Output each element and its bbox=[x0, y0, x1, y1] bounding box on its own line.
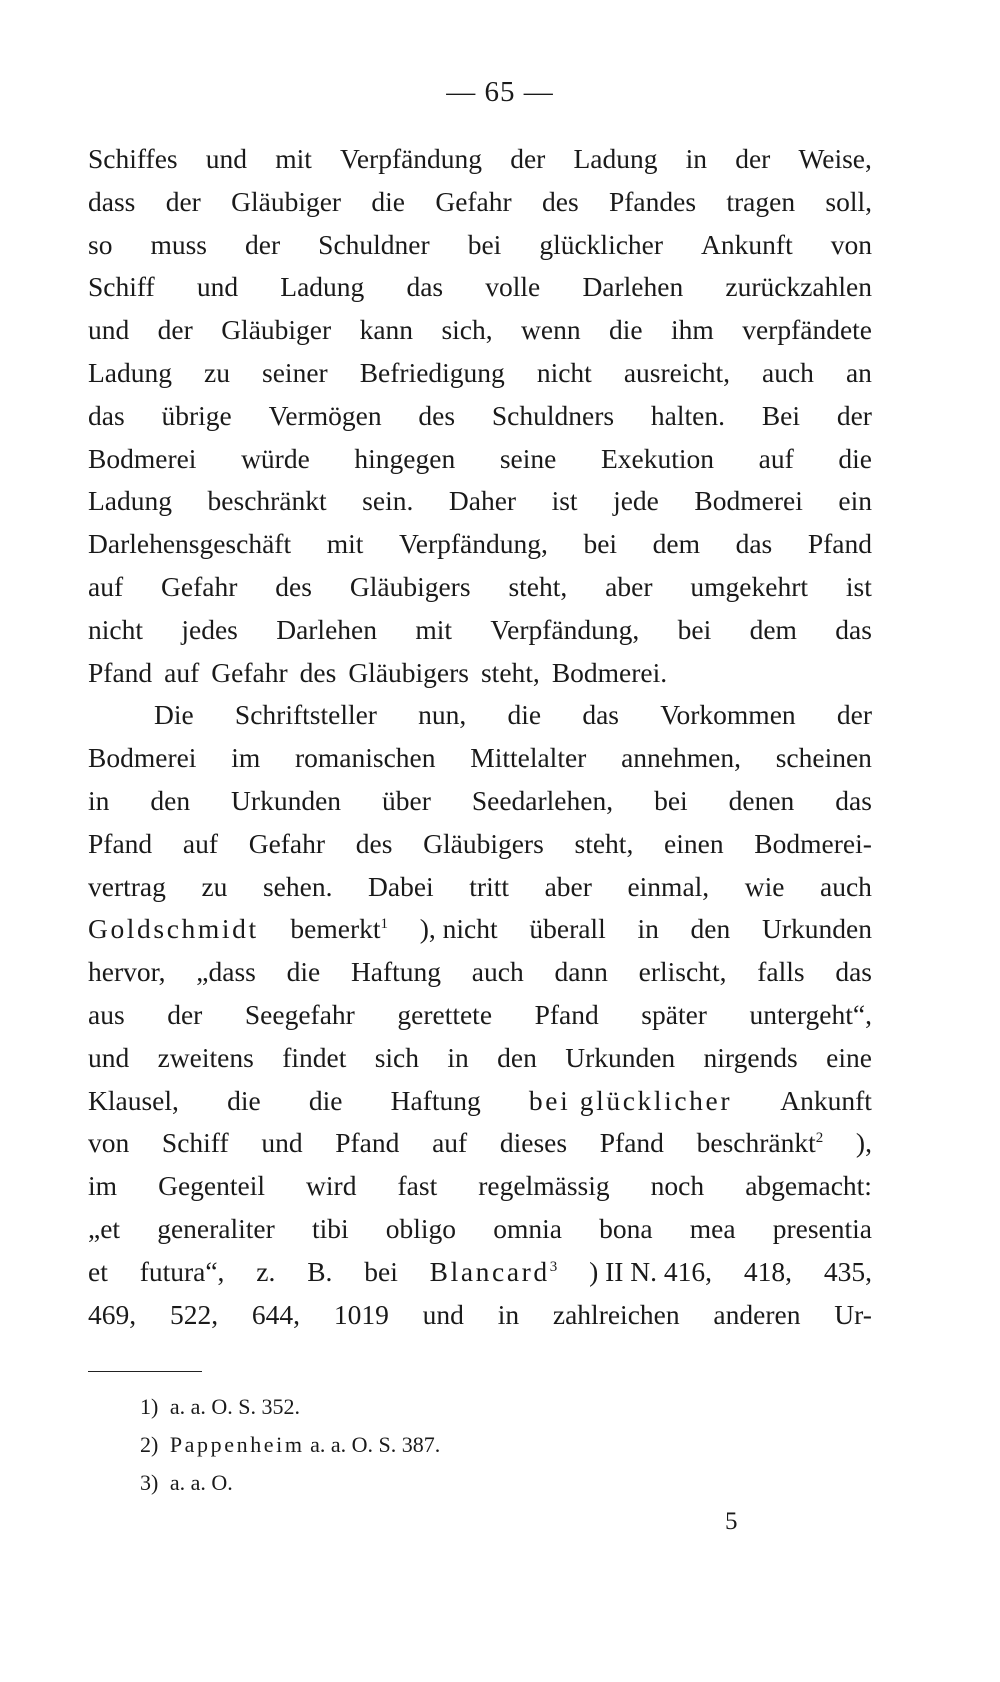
word: dass bbox=[88, 185, 136, 217]
word: ist bbox=[845, 570, 872, 602]
word: in bbox=[447, 1041, 469, 1073]
word: zu bbox=[201, 870, 228, 902]
word: und bbox=[205, 143, 248, 174]
word: volle bbox=[485, 271, 541, 303]
word: noch bbox=[650, 1170, 705, 1202]
text-line bbox=[88, 309, 872, 352]
word: et bbox=[88, 1255, 108, 1287]
word: Gefahr bbox=[161, 570, 238, 602]
word: der bbox=[735, 143, 771, 174]
word: wie bbox=[744, 870, 785, 902]
word: aber bbox=[544, 870, 592, 902]
word: eine bbox=[826, 1041, 872, 1073]
word: annehmen, bbox=[621, 742, 741, 774]
footnote-1 bbox=[140, 1388, 640, 1426]
word: Klausel, bbox=[88, 1084, 179, 1116]
text-line bbox=[88, 1165, 872, 1208]
word: halten. bbox=[650, 399, 725, 431]
word: romanischen bbox=[294, 742, 436, 774]
word: Schiff bbox=[88, 271, 155, 303]
word: übrige bbox=[161, 399, 232, 431]
word: „et bbox=[88, 1212, 121, 1244]
word: auf bbox=[164, 656, 200, 688]
word: 418, bbox=[743, 1255, 792, 1287]
word: anderen bbox=[713, 1298, 801, 1330]
word: Gläubiger bbox=[221, 314, 332, 346]
word: in bbox=[637, 913, 659, 945]
word: Die bbox=[154, 699, 194, 731]
word: Blancard bbox=[429, 1255, 550, 1287]
word: Gläubigers bbox=[349, 570, 471, 602]
word: zurückzahlen bbox=[725, 271, 872, 303]
word: Mittelalter bbox=[470, 742, 587, 774]
word: in bbox=[685, 143, 708, 174]
footnote-3 bbox=[140, 1464, 640, 1502]
word: seiner bbox=[262, 356, 328, 388]
word: 469, bbox=[88, 1298, 137, 1330]
text-line bbox=[88, 1122, 872, 1165]
word: Gläubigers bbox=[423, 827, 544, 859]
word: verpfändete bbox=[742, 314, 872, 346]
word: regelmässig bbox=[478, 1170, 610, 1202]
word: nicht bbox=[88, 613, 143, 645]
footnote-author: Pappenheim bbox=[169, 1432, 305, 1457]
word: auf bbox=[182, 827, 218, 859]
word: Darlehen bbox=[582, 271, 684, 303]
word: wird bbox=[306, 1170, 357, 1202]
word: obligo bbox=[385, 1212, 457, 1244]
word: untergeht“, bbox=[749, 998, 872, 1030]
footnote-text: a. a. O. S. 352. bbox=[169, 1394, 300, 1419]
word: aus bbox=[88, 998, 125, 1030]
word: dem bbox=[749, 613, 797, 645]
text-line bbox=[88, 1208, 872, 1251]
word: das bbox=[835, 784, 872, 816]
word: einen bbox=[664, 827, 724, 859]
word: einmal, bbox=[627, 870, 710, 902]
word: der bbox=[836, 399, 872, 431]
word: und bbox=[88, 1041, 130, 1073]
word: und bbox=[422, 1298, 464, 1330]
word: Dabei bbox=[368, 870, 434, 902]
footnote-marker[interactable]: 1 bbox=[380, 916, 389, 933]
signature-mark: 5 bbox=[725, 1508, 738, 1535]
word: 435, bbox=[823, 1255, 872, 1287]
word: Schiffes bbox=[88, 143, 178, 174]
word: und bbox=[88, 314, 130, 346]
word: Gefahr bbox=[211, 656, 288, 688]
word: sein. bbox=[362, 485, 414, 517]
word: ihm bbox=[671, 314, 714, 346]
word: im bbox=[231, 742, 261, 774]
word: Bodmerei. bbox=[551, 656, 668, 688]
word: an bbox=[845, 356, 872, 388]
word: des bbox=[541, 185, 579, 217]
footnote-number: 3) bbox=[140, 1470, 159, 1495]
word: den bbox=[150, 784, 191, 816]
word: zahlreichen bbox=[552, 1298, 680, 1330]
word: falls bbox=[757, 956, 805, 988]
text-line bbox=[88, 480, 872, 523]
word: Goldschmidt bbox=[88, 913, 259, 945]
word: das bbox=[835, 956, 872, 988]
word: bei bbox=[583, 528, 618, 560]
word: überall bbox=[529, 913, 606, 945]
word: bona bbox=[599, 1212, 653, 1244]
word: zu bbox=[204, 356, 230, 388]
word: mit bbox=[415, 613, 452, 645]
word: aber bbox=[605, 570, 653, 602]
word: Vermögen bbox=[268, 399, 382, 431]
word: glücklicher bbox=[539, 228, 664, 260]
word: auf bbox=[758, 442, 794, 474]
text-line bbox=[88, 181, 872, 224]
text-line bbox=[88, 652, 872, 695]
text-line bbox=[88, 908, 872, 951]
footnote-number: 2) bbox=[140, 1432, 159, 1457]
word: Bodmerei bbox=[88, 742, 197, 774]
footnote-divider bbox=[88, 1371, 202, 1372]
word: sehen. bbox=[262, 870, 333, 902]
word: dem bbox=[652, 528, 700, 560]
word: das bbox=[735, 528, 773, 560]
word: der bbox=[245, 228, 281, 260]
text-line bbox=[88, 438, 872, 481]
word: generaliter bbox=[157, 1212, 275, 1244]
word: futura“, bbox=[139, 1255, 225, 1287]
word: bei bbox=[677, 613, 712, 645]
word: der bbox=[167, 998, 203, 1030]
word: mit bbox=[326, 528, 364, 560]
word: bei bbox=[467, 228, 502, 260]
word: Verpfändung, bbox=[490, 613, 640, 645]
word: Bodmerei- bbox=[754, 827, 872, 859]
word: Ladung bbox=[280, 271, 365, 303]
word: und bbox=[196, 271, 239, 303]
text-line bbox=[88, 609, 872, 652]
body-text bbox=[88, 138, 872, 1336]
text-line bbox=[88, 694, 872, 737]
word: der bbox=[836, 699, 872, 731]
word: nun, bbox=[418, 699, 467, 731]
word: bei glücklicher bbox=[528, 1084, 733, 1116]
footnote-marker[interactable]: 3 bbox=[549, 1258, 558, 1275]
word: abgemacht: bbox=[745, 1170, 872, 1202]
word: ), bbox=[855, 1127, 872, 1159]
word: den bbox=[497, 1041, 537, 1073]
word: das bbox=[835, 613, 872, 645]
word: tritt bbox=[469, 870, 509, 902]
word: des bbox=[355, 827, 393, 859]
word: Gläubiger bbox=[231, 185, 342, 217]
word: ausreicht, bbox=[623, 356, 730, 388]
word: die bbox=[286, 956, 321, 988]
text-line bbox=[88, 138, 872, 181]
text-line bbox=[88, 566, 872, 609]
text-line bbox=[88, 823, 872, 866]
text-line bbox=[88, 1037, 872, 1080]
word: des bbox=[418, 399, 456, 431]
word: beschränkt bbox=[207, 485, 327, 517]
word: ), nicht bbox=[419, 913, 498, 945]
word: Pfand bbox=[335, 1127, 400, 1159]
word: tibi bbox=[311, 1212, 349, 1244]
word: denen bbox=[728, 784, 795, 816]
word: Pfand bbox=[88, 827, 153, 859]
word: z. bbox=[256, 1255, 276, 1287]
word: 1019 bbox=[333, 1298, 389, 1330]
word: Urkunden bbox=[565, 1041, 676, 1073]
word: vertrag bbox=[88, 870, 166, 902]
word: Befriedigung bbox=[359, 356, 505, 388]
word: Schiff bbox=[161, 1127, 229, 1159]
footnote-number: 1) bbox=[140, 1394, 159, 1419]
word: soll, bbox=[825, 185, 872, 217]
word: auch bbox=[471, 956, 524, 988]
word: auf bbox=[432, 1127, 468, 1159]
word: Schuldners bbox=[491, 399, 615, 431]
word: Gefahr bbox=[248, 827, 326, 859]
word: das bbox=[406, 271, 444, 303]
footnote-2 bbox=[140, 1426, 640, 1464]
word: Gegenteil bbox=[158, 1170, 265, 1202]
word: omnia bbox=[493, 1212, 562, 1244]
word: 644, bbox=[251, 1298, 300, 1330]
text-line bbox=[88, 1251, 872, 1294]
word: nirgends bbox=[703, 1041, 798, 1073]
word: umgekehrt bbox=[690, 570, 809, 602]
word: Bei bbox=[761, 399, 801, 431]
word: mea bbox=[689, 1212, 736, 1244]
word: die bbox=[838, 442, 872, 474]
word: steht, bbox=[508, 570, 568, 602]
word: bei bbox=[654, 784, 688, 816]
word: ein bbox=[838, 485, 872, 517]
word: zweitens bbox=[157, 1041, 254, 1073]
text-line bbox=[88, 994, 872, 1037]
word: jedes bbox=[181, 613, 238, 645]
word: Bodmerei bbox=[88, 442, 197, 474]
word: seine bbox=[499, 442, 557, 474]
word: kann bbox=[359, 314, 414, 346]
word: beschränkt bbox=[696, 1127, 816, 1159]
word: „dass bbox=[196, 956, 256, 988]
word-with-footnote bbox=[697, 1122, 824, 1165]
word: das bbox=[582, 699, 619, 731]
word: der bbox=[157, 314, 193, 346]
word: Darlehensgeschäft bbox=[88, 528, 292, 560]
word: Seedarlehen, bbox=[471, 784, 614, 816]
word: und bbox=[261, 1127, 303, 1159]
word: Pfand bbox=[599, 1127, 664, 1159]
footnote-marker[interactable]: 2 bbox=[815, 1130, 824, 1147]
word: presentia bbox=[772, 1212, 872, 1244]
word: Gefahr bbox=[435, 185, 512, 217]
word: Ladung bbox=[573, 143, 658, 174]
word: Daher bbox=[448, 485, 517, 517]
word: Pfandes bbox=[608, 185, 697, 217]
word: Vorkommen bbox=[660, 699, 796, 731]
word: Ankunft bbox=[780, 1084, 872, 1116]
word: scheinen bbox=[775, 742, 872, 774]
word: Schriftsteller bbox=[234, 699, 377, 731]
word: die bbox=[507, 699, 542, 731]
word: bemerkt bbox=[290, 913, 381, 945]
word: wenn bbox=[521, 314, 581, 346]
word: bei bbox=[364, 1255, 398, 1287]
word: über bbox=[382, 784, 431, 816]
word: die bbox=[371, 185, 406, 217]
text-line bbox=[88, 866, 872, 909]
word: tragen bbox=[726, 185, 796, 217]
word-with-footnote bbox=[290, 908, 388, 951]
word: Urkunden bbox=[761, 913, 872, 945]
footnote-text: a. a. O. S. 387. bbox=[310, 1432, 441, 1457]
word-with-footnote bbox=[430, 1251, 558, 1294]
word: hervor, bbox=[88, 956, 166, 988]
word: sich bbox=[374, 1041, 420, 1073]
text-line bbox=[88, 523, 872, 566]
word: des bbox=[275, 570, 312, 602]
text-line bbox=[88, 951, 872, 994]
word: Pfand bbox=[807, 528, 872, 560]
word: auch bbox=[820, 870, 872, 902]
word: Pfand bbox=[534, 998, 599, 1030]
page-number: — 65 — bbox=[446, 76, 554, 108]
text-line bbox=[88, 780, 872, 823]
word: Schuldner bbox=[318, 228, 430, 260]
word: in bbox=[497, 1298, 520, 1330]
word: ) II N. 416, bbox=[589, 1255, 713, 1287]
word: 522, bbox=[169, 1298, 219, 1330]
word: jede bbox=[613, 485, 659, 517]
word: Ankunft bbox=[701, 228, 793, 260]
text-line bbox=[88, 352, 872, 395]
word: fast bbox=[397, 1170, 438, 1202]
word: der bbox=[165, 185, 201, 217]
word: steht, bbox=[480, 656, 540, 688]
text-line bbox=[88, 395, 872, 438]
word: dieses bbox=[499, 1127, 568, 1159]
word: Ladung bbox=[88, 485, 173, 517]
word: B. bbox=[307, 1255, 333, 1287]
text-line bbox=[88, 266, 872, 309]
word: im bbox=[88, 1170, 118, 1202]
word: ist bbox=[551, 485, 578, 517]
word: auf bbox=[88, 570, 124, 602]
text-line bbox=[88, 1294, 872, 1337]
word: dann bbox=[554, 956, 608, 988]
word: sich, bbox=[441, 314, 493, 346]
word: Verpfändung bbox=[340, 143, 483, 174]
word: Bodmerei bbox=[694, 485, 803, 517]
word: des bbox=[299, 656, 337, 688]
text-line bbox=[88, 737, 872, 780]
word: Urkunden bbox=[231, 784, 342, 816]
word: Seegefahr bbox=[244, 998, 355, 1030]
word: muss bbox=[150, 228, 208, 260]
word: von bbox=[830, 228, 872, 260]
word: die bbox=[609, 314, 643, 346]
word: die bbox=[308, 1084, 343, 1116]
word: nicht bbox=[536, 356, 592, 388]
word: Ladung bbox=[88, 356, 173, 388]
word: die bbox=[227, 1084, 261, 1116]
word: später bbox=[641, 998, 707, 1030]
word: auch bbox=[762, 356, 814, 388]
word: Pfand bbox=[88, 656, 153, 688]
word: steht, bbox=[574, 827, 634, 859]
word: Gläubigers bbox=[348, 656, 469, 688]
word: der bbox=[510, 143, 546, 174]
word: Verpfändung, bbox=[398, 528, 548, 560]
word: Ur- bbox=[834, 1298, 872, 1330]
word: von bbox=[88, 1127, 130, 1159]
word: findet bbox=[282, 1041, 347, 1073]
word: erlischt, bbox=[638, 956, 727, 988]
word: Exekution bbox=[600, 442, 714, 474]
text-line bbox=[88, 1080, 872, 1123]
word: in bbox=[88, 784, 110, 816]
word: den bbox=[690, 913, 731, 945]
word: Weise, bbox=[798, 143, 872, 174]
word: das bbox=[88, 399, 125, 431]
word: Haftung bbox=[390, 1084, 481, 1116]
word: gerettete bbox=[397, 998, 493, 1030]
word: hingegen bbox=[354, 442, 456, 474]
word: so bbox=[88, 228, 113, 260]
footnote-text: a. a. O. bbox=[169, 1470, 233, 1495]
text-line bbox=[88, 224, 872, 267]
word: würde bbox=[241, 442, 310, 474]
word: Haftung bbox=[350, 956, 442, 988]
footnotes bbox=[140, 1388, 640, 1502]
word: mit bbox=[275, 143, 312, 174]
word: Darlehen bbox=[276, 613, 377, 645]
